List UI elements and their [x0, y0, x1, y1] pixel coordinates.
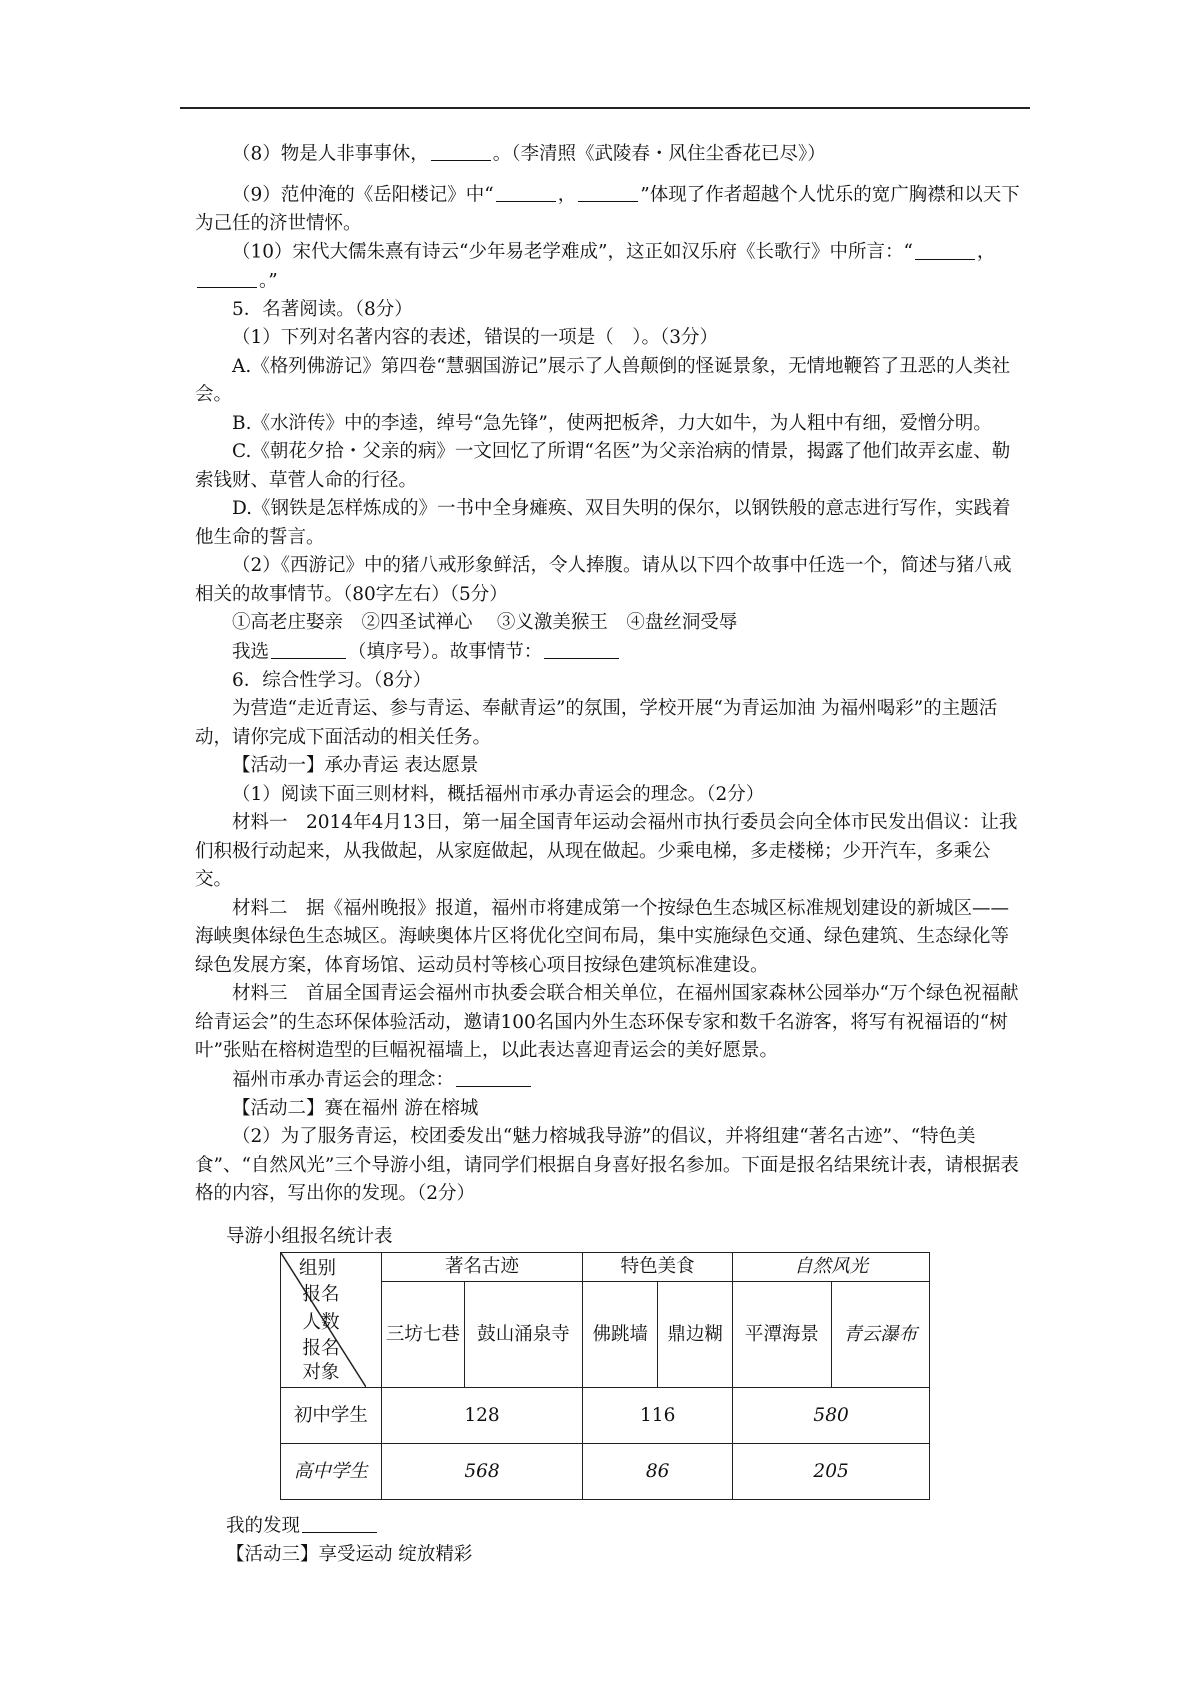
paragraph-text: （9）范仲淹的《岳阳楼记》中“ — [232, 184, 494, 206]
paragraph-text: 。（李清照《武陵春・风住尘香花已尽》） — [492, 143, 826, 165]
header-rule — [180, 107, 1030, 109]
paragraph-text: （2）为了服务青运，校团委发出“魅力榕城我导游”的倡议，并将组建“著名古迹”、“特色美食”、“自然风光”三个导游小组，请同学们根据自身喜好报名参加。下面是报名结果统计表，请根据表格的内容，写出你的发现。（2分） — [195, 1126, 1019, 1205]
paragraph-text: 材料二 据《福州晚报》报道，福州市将建成第一个按绿色生态城区标准规划建设的新城区——海峡奥体绿色生态城区。海峡奥体片区将优化空间布局，集中实施绿色交通、绿色建筑、生态绿化等绿色发展方案，体育场馆、运动员村等核心项目按绿色建筑标准建设。 — [195, 897, 1010, 976]
after-table-text — [226, 1512, 472, 1569]
paragraph — [195, 495, 1025, 552]
paragraph-text: 材料三 首届全国青运会福州市执委会联合相关单位，在福州国家森林公园举办“万个绿色祝福献给青运会”的生态环保体验活动，邀请100名国内外生态环保专家和数千名游客，将写有祝福语的“树叶”张贴在榕树造型的巨幅祝福墙上，以此表达喜迎青运会的美好愿景。 — [195, 983, 1019, 1062]
paragraph-gap — [195, 169, 1025, 181]
paragraph — [195, 181, 1025, 238]
table-caption: 导游小组报名统计表 — [226, 1226, 393, 1247]
table-cell: 580 — [733, 1388, 930, 1444]
paragraph-text: （1）下列对名著内容的表述，错误的一项是（ ）。（3分） — [232, 327, 719, 349]
paragraph — [195, 667, 1025, 696]
paragraph-text: 材料一 2014年4月13日，第一届全国青年运动会福州市执行委员会向全体市民发出倡议：让我们积极行动起来，从我做起，从家庭做起，从现在做起。少乘电梯，多走楼梯；少开汽车，多乘公交。 — [195, 812, 1018, 891]
paragraph-text: 【活动二】赛在福州 游在榕城 — [232, 1097, 479, 1119]
paragraph — [195, 140, 1025, 169]
paragraph — [195, 980, 1025, 1066]
corner-label-group: 组别 — [299, 1258, 337, 1279]
paragraph-text: （10）宋代大儒朱熹有诗云“少年易老学难成”，这正如汉乐府《长歌行》中所言：“ — [232, 241, 913, 263]
paragraph — [195, 809, 1025, 895]
table-cell: 205 — [733, 1444, 930, 1500]
paragraph-text: （填序号）。故事情节： — [348, 641, 543, 663]
paragraph — [195, 552, 1025, 609]
paragraph — [195, 752, 1025, 781]
answer-blank[interactable] — [197, 267, 257, 288]
spot-header: 鼎边糊 — [658, 1282, 733, 1388]
paragraph — [195, 324, 1025, 353]
paragraph — [195, 238, 1025, 296]
paragraph — [195, 438, 1025, 495]
paragraph-text: 5．名著阅读。（8分） — [232, 298, 413, 320]
spot-header: 三坊七巷 — [381, 1282, 464, 1388]
paragraph-text: （1）阅读下面三则材料，概括福州市承办青运会的理念。（2分） — [232, 783, 765, 805]
paragraph — [195, 353, 1025, 410]
paragraph — [195, 638, 1025, 667]
table-cell: 116 — [583, 1388, 733, 1444]
answer-blank[interactable] — [302, 1512, 377, 1533]
table-corner-cell — [281, 1253, 382, 1388]
spot-header: 佛跳墙 — [583, 1282, 658, 1388]
spot-header: 鼓山涌泉寺 — [464, 1282, 582, 1388]
spot-header: 平潭海景 — [733, 1282, 831, 1388]
paragraph-text: D.《钢铁是怎样炼成的》一书中全身瘫痪、双目失明的保尔，以钢铁般的意志进行写作，实践着他生命的誓言。 — [195, 498, 1011, 548]
paragraph-text: 福州市承办青运会的理念： — [232, 1069, 455, 1091]
question-body — [195, 140, 1025, 1209]
group-header: 自然风光 — [733, 1253, 930, 1282]
paragraph — [195, 609, 1025, 638]
paragraph-text: C.《朝花夕拾・父亲的病》一文回忆了所谓“名医”为父亲治病的情景，揭露了他们故弄玄虚、勒索钱财、草菅人命的行径。 — [195, 441, 1011, 491]
paragraph — [195, 410, 1025, 439]
paragraph-text: （2）《西游记》中的猪八戒形象鲜活，令人捧腹。请从以下四个故事中任选一个，简述与猪八戒相关的故事情节。（80字左右）（5分） — [195, 555, 1012, 605]
paragraph-text: A.《格列佛游记》第四卷“慧骃国游记”展示了人兽颠倒的怪诞景象，无情地鞭笞了丑恶的人类社会。 — [195, 355, 1011, 406]
answer-blank[interactable] — [431, 140, 491, 161]
signup-stats-table — [280, 1252, 930, 1500]
table-row — [281, 1388, 930, 1444]
paragraph-text: 我选 — [232, 641, 270, 663]
paragraph-text: ， — [976, 241, 996, 263]
answer-blank[interactable] — [578, 181, 638, 202]
table-row — [281, 1444, 930, 1500]
paragraph-text: 6．综合性学习。（8分） — [232, 669, 432, 691]
paragraph-text: ， — [557, 184, 577, 206]
corner-label-count: 报名人数 — [302, 1284, 340, 1333]
paragraph-text: ①高老庄娶亲 ②四圣试禅心 ③义激美猴王 ④盘丝洞受辱 — [232, 612, 738, 634]
table-cell: 568 — [381, 1444, 582, 1500]
paragraph-text: 为营造“走近青运、参与青运、奉献青运”的氛围，学校开展“为青运加油 为福州喝彩”的主题活动，请你完成下面活动的相关任务。 — [195, 698, 998, 748]
paragraph — [195, 695, 1025, 752]
group-header: 特色美食 — [583, 1253, 733, 1282]
spot-header: 青云瀑布 — [831, 1282, 929, 1388]
paragraph — [195, 1066, 1025, 1095]
corner-label-target: 报名对象 — [302, 1338, 340, 1383]
row-label: 高中学生 — [281, 1444, 382, 1500]
finding-label: 我的发现 — [226, 1515, 301, 1537]
table-cell: 128 — [381, 1388, 582, 1444]
paragraph-text: ”体现了作者超越个人忧乐的宽广胸襟和以天下为己任的济世情怀。 — [195, 184, 1020, 234]
paragraph — [195, 1095, 1025, 1124]
answer-blank[interactable] — [915, 238, 975, 259]
table-cell: 86 — [583, 1444, 733, 1500]
paragraph — [195, 781, 1025, 810]
paragraph — [195, 1123, 1025, 1209]
row-label: 初中学生 — [281, 1388, 382, 1444]
paragraph — [195, 296, 1025, 325]
group-header: 著名古迹 — [381, 1253, 582, 1282]
paragraph — [195, 895, 1025, 981]
paragraph-text: B.《水浒传》中的李逵，绰号“急先锋”，使两把板斧，力大如牛，为人粗中有细，爱憎分明。 — [232, 412, 992, 434]
paragraph-text: 【活动一】承办青运 表达愿景 — [232, 755, 479, 777]
paragraph-text: 。” — [259, 270, 278, 292]
activity-three-heading: 【活动三】享受运动 绽放精彩 — [226, 1543, 473, 1565]
answer-blank[interactable] — [544, 638, 619, 659]
answer-blank[interactable] — [496, 181, 556, 202]
paragraph-text: （8）物是人非事事休， — [232, 143, 429, 165]
answer-blank[interactable] — [456, 1066, 531, 1087]
answer-blank[interactable] — [271, 638, 346, 659]
